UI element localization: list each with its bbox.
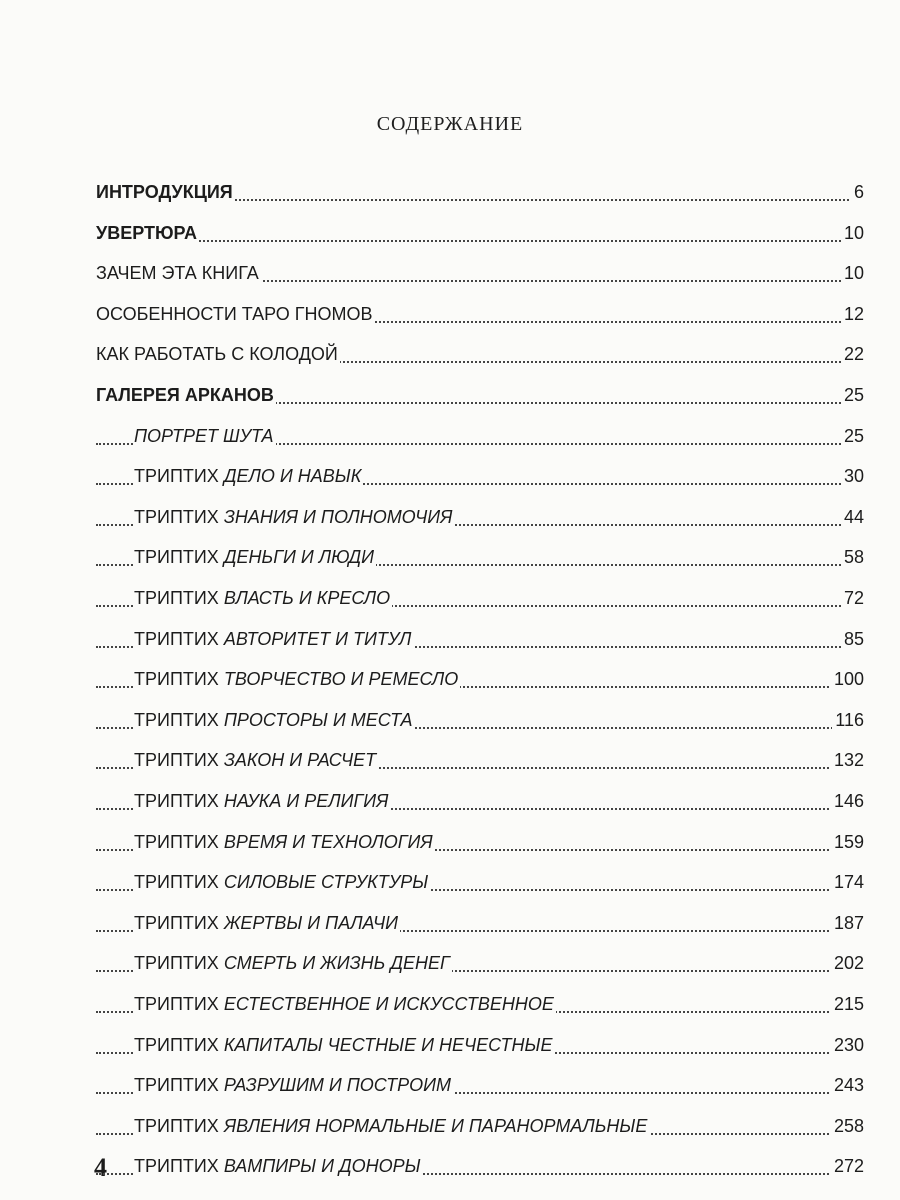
toc-entry-page-number: 25 (841, 420, 864, 452)
toc-entry-label (134, 541, 376, 573)
toc-entry-page-number: 159 (831, 826, 864, 858)
toc-entry-title: ПОРТРЕТ ШУТА (134, 425, 274, 446)
toc-entry-prefix: ТРИПТИХ (134, 547, 224, 568)
toc-entry-label (134, 988, 556, 1020)
toc-entry-label (134, 582, 392, 614)
toc-entry[interactable] (0, 582, 900, 614)
toc-entry[interactable] (0, 704, 900, 736)
toc-entry[interactable] (0, 785, 900, 817)
toc-entry[interactable] (0, 257, 900, 289)
toc-entry-prefix: ТРИПТИХ (134, 912, 224, 933)
toc-entry-prefix: ТРИПТИХ (134, 506, 224, 527)
toc-entry-prefix: КАК РАБОТАТЬ С КОЛОДОЙ (96, 344, 338, 365)
toc-entry-page-number: 230 (831, 1029, 864, 1061)
toc-entry-page-number: 25 (841, 379, 864, 411)
toc-entry-label (134, 663, 460, 695)
toc-entry-title: ЗНАНИЯ И ПОЛНОМОЧИЯ (223, 506, 453, 527)
toc-entry-title: АВТОРИТЕТ И ТИТУЛ (223, 628, 412, 649)
toc-entry-prefix: ТРИПТИХ (134, 588, 224, 608)
toc-entry-page-number: 258 (831, 1110, 864, 1142)
toc-entry-label (134, 1150, 423, 1182)
dot-leader (96, 240, 864, 242)
toc-entry-prefix: ТРИПТИХ (134, 1156, 224, 1177)
toc-entry-label (134, 623, 413, 655)
toc-entry[interactable] (0, 1069, 900, 1101)
toc-entry-page-number: 58 (841, 541, 864, 573)
toc-entry-page-number: 132 (831, 744, 864, 776)
toc-entry-title: ЗАКОН И РАСЧЕТ (223, 750, 377, 771)
toc-entry-title: ВРЕМЯ И ТЕХНОЛОГИЯ (223, 831, 433, 852)
toc-entry-label (134, 826, 435, 858)
toc-entry[interactable] (0, 420, 900, 452)
toc-entry-prefix: ТРИПТИХ (134, 1034, 224, 1055)
toc-entry[interactable] (0, 826, 900, 858)
toc-entry-prefix: ОСОБЕННОСТИ ТАРО ГНОМОВ (96, 303, 373, 324)
toc-entry-page-number: 174 (831, 866, 864, 898)
toc-entry-title: СИЛОВЫЕ СТРУКТУРЫ (223, 872, 429, 893)
toc-entry-title: ДЕНЬГИ И ЛЮДИ (223, 547, 375, 568)
toc-entry-page-number: 100 (831, 663, 864, 695)
toc-entry-label (134, 1029, 555, 1061)
toc-entry-title: ВЛАСТЬ И КРЕСЛО (223, 588, 391, 608)
toc-entry-prefix: ТРИПТИХ (134, 953, 224, 974)
toc-entry-prefix: ТРИПТИХ (134, 466, 224, 487)
toc-entry[interactable] (0, 298, 900, 330)
toc-entry-label (134, 420, 276, 452)
toc-entry-prefix: ТРИПТИХ (134, 669, 224, 690)
toc-entry-page-number: 215 (831, 988, 864, 1020)
toc-entry-label (134, 460, 363, 492)
toc-entry[interactable] (0, 176, 900, 208)
toc-entry-title: ВАМПИРЫ И ДОНОРЫ (223, 1156, 421, 1177)
toc-entry-label (96, 257, 261, 289)
toc-entry-prefix: ГАЛЕРЕЯ АРКАНОВ (96, 385, 274, 405)
toc-entry-page-number: 85 (841, 623, 864, 655)
toc-entry-page-number: 6 (851, 176, 864, 208)
toc-entry-title: ТВОРЧЕСТВО И РЕМЕСЛО (223, 669, 459, 690)
toc-entry-page-number: 272 (831, 1150, 864, 1182)
toc-entry[interactable] (0, 379, 900, 411)
toc-entry-label (96, 338, 340, 370)
toc-entry[interactable] (0, 744, 900, 776)
page-number: 4 (94, 1153, 107, 1182)
toc-entry-title: ЯВЛЕНИЯ НОРМАЛЬНЫЕ И ПАРАНОРМАЛЬНЫЕ (223, 1115, 648, 1136)
toc-entry-label (134, 785, 390, 817)
toc-entry-prefix: ТРИПТИХ (134, 872, 224, 893)
toc-entry[interactable] (0, 866, 900, 898)
toc-entry[interactable] (0, 988, 900, 1020)
toc-entry-label (134, 1110, 649, 1142)
toc-entry[interactable] (0, 501, 900, 533)
toc-entry-title: ЕСТЕСТВЕННОЕ И ИСКУССТВЕННОЕ (223, 994, 554, 1014)
toc-entry-title: РАЗРУШИМ И ПОСТРОИМ (223, 1075, 452, 1096)
toc-entry[interactable] (0, 907, 900, 939)
toc-entry-prefix: ТРИПТИХ (134, 750, 224, 771)
toc-entry-prefix: ТРИПТИХ (134, 628, 224, 649)
toc-entry-page-number: 202 (831, 947, 864, 979)
toc-entry-label (134, 1069, 453, 1101)
toc-entry[interactable] (0, 541, 900, 573)
toc-entry-page-number: 72 (841, 582, 864, 614)
toc-entry-title: НАУКА И РЕЛИГИЯ (223, 791, 389, 811)
toc-entry-page-number: 116 (832, 704, 864, 736)
toc-entry-page-number: 12 (841, 298, 864, 330)
toc-entry-label (96, 176, 235, 208)
toc-entry-page-number: 30 (841, 460, 864, 492)
toc-entry-prefix: УВЕРТЮРА (96, 222, 197, 243)
toc-entry[interactable] (0, 217, 900, 249)
toc-entry-label (134, 501, 454, 533)
toc-entry-page-number: 146 (831, 785, 864, 817)
toc-entry[interactable] (0, 623, 900, 655)
toc-entry-title: СМЕРТЬ И ЖИЗНЬ ДЕНЕГ (223, 953, 450, 974)
toc-entry-page-number: 10 (841, 257, 864, 289)
toc-entry-prefix: ТРИПТИХ (134, 1075, 224, 1096)
toc-entry-title: ЖЕРТВЫ И ПАЛАЧИ (223, 912, 398, 933)
toc-entry-label (96, 217, 199, 249)
page-title: СОДЕРЖАНИЕ (376, 113, 524, 135)
toc-entry-label (134, 907, 400, 939)
toc-entry-prefix: ТРИПТИХ (134, 709, 224, 730)
toc-entry[interactable] (0, 1150, 900, 1182)
toc-entry-label (134, 866, 430, 898)
toc-entry-page-number: 44 (841, 501, 864, 533)
toc-entry-label (96, 298, 375, 330)
toc-entry-page-number: 10 (841, 217, 864, 249)
toc-entry[interactable] (0, 338, 900, 370)
toc-entry-title: КАПИТАЛЫ ЧЕСТНЫЕ И НЕЧЕСТНЫЕ (223, 1034, 553, 1055)
toc-entry-label (96, 379, 276, 411)
toc-entry[interactable] (0, 663, 900, 695)
toc-entry-title: ПРОСТОРЫ И МЕСТА (223, 709, 413, 730)
toc-entry-label (134, 744, 378, 776)
toc-entry-prefix: ТРИПТИХ (134, 1115, 224, 1136)
toc-entry[interactable] (0, 1110, 900, 1142)
toc-entry-prefix: ТРИПТИХ (134, 994, 224, 1014)
toc-entry-prefix: ИНТРОДУКЦИЯ (96, 182, 233, 202)
toc-entry-label (134, 947, 452, 979)
toc-entry-label (134, 704, 415, 736)
toc-entry-title: ДЕЛО И НАВЫК (223, 466, 362, 487)
toc-entry-prefix: ТРИПТИХ (134, 831, 224, 852)
toc-entry[interactable] (0, 947, 900, 979)
toc-entry[interactable] (0, 1029, 900, 1061)
toc-entry-prefix: ЗАЧЕМ ЭТА КНИГА (96, 263, 259, 284)
toc-entry-page-number: 243 (831, 1069, 864, 1101)
toc-entry[interactable] (0, 460, 900, 492)
toc-entry-page-number: 187 (831, 907, 864, 939)
toc-entry-prefix: ТРИПТИХ (134, 791, 224, 811)
toc-entry-page-number: 22 (841, 338, 864, 370)
